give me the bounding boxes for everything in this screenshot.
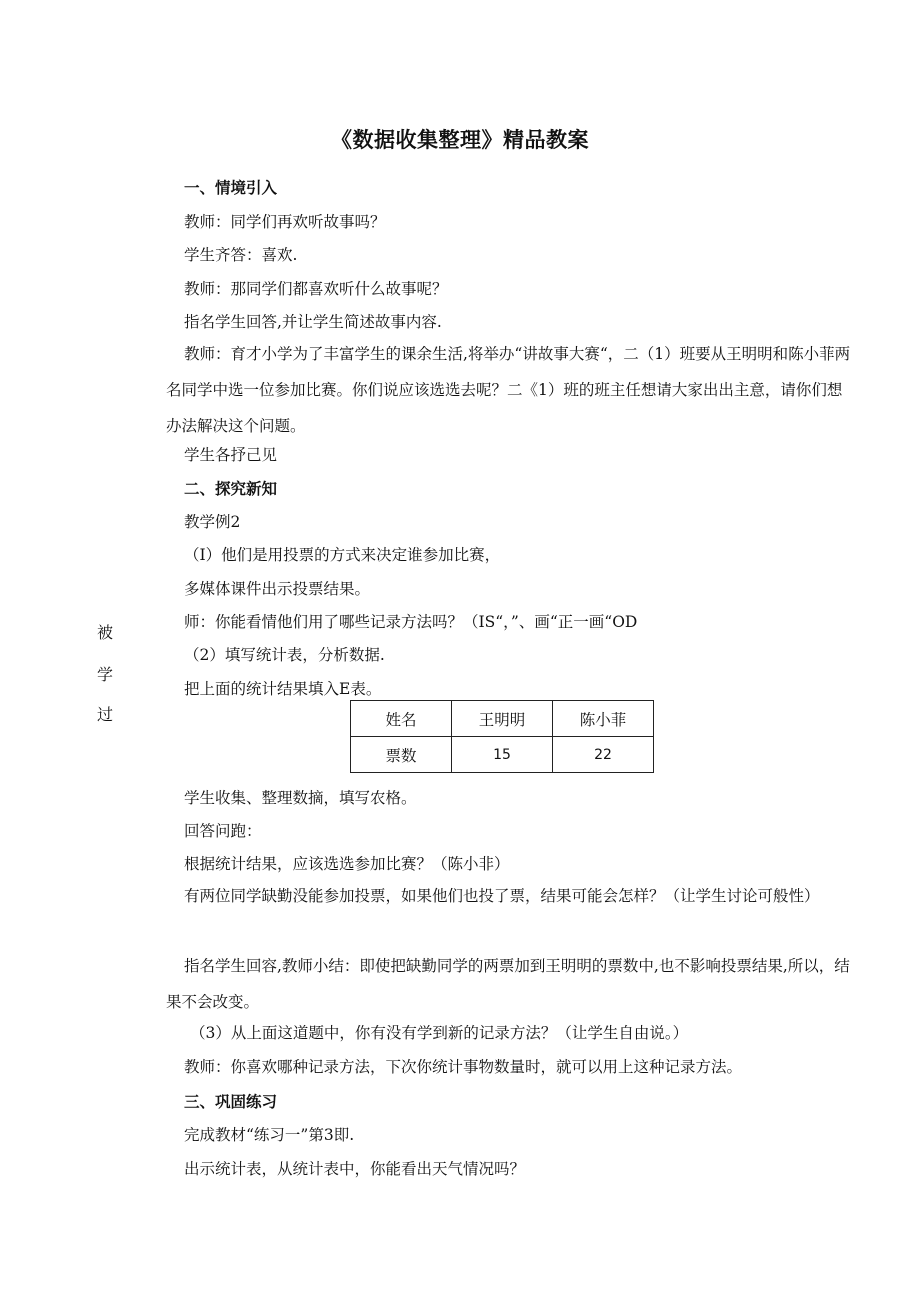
paragraph-story-contest: 教师：育才小学为了丰富学生的课余生活,将举办“讲故事大赛“，二（1）班要从王明明和陈小菲两名同学中选一位参加比赛。你们说应该选选去呢？二《1）班的班主任想请大家出出主意，请你们想办法解决这个问题。 xyxy=(166,345,851,435)
text-line: 学生各抒己见 xyxy=(184,446,278,464)
section-heading-3: 三、巩固练习 xyxy=(184,1093,278,1111)
text-line: 多媒体课件出示投票结果。 xyxy=(184,580,371,598)
table-row xyxy=(351,737,654,773)
table-cell: 王明明 xyxy=(452,701,553,737)
text-line: 指名学生回答,并让学生简述故事内容. xyxy=(184,313,442,331)
text-line: （2）填写统计表，分析数据. xyxy=(184,646,385,664)
margin-note-char: 学 xyxy=(97,665,114,684)
table-cell: 姓名 xyxy=(351,701,452,737)
table-cell: 15 xyxy=(452,737,553,773)
text-line: 学生齐答：喜欢. xyxy=(184,246,298,264)
margin-note-char: 过 xyxy=(97,705,114,724)
text-line: （3）从上面这道题中，你有没有学到新的记录方法？（让学生自由说。） xyxy=(190,1024,689,1042)
text-line: 学生收集、整理数摘，填写农格。 xyxy=(184,789,417,807)
document-title: 《数据收集整理》精品教案 xyxy=(331,128,589,152)
vote-stats-table xyxy=(350,700,654,773)
margin-note-char: 被 xyxy=(97,623,114,642)
text-line: 师：你能看情他们用了哪些记录方法吗？（IS“，”、画“正一画“OD xyxy=(184,613,638,631)
text-line: 教师：那同学们都喜欢听什么故事呢？ xyxy=(184,280,448,298)
text-line: 把上面的统计结果填入E表。 xyxy=(184,680,382,698)
table-cell: 票数 xyxy=(351,737,452,773)
text-line: 教学例2 xyxy=(184,513,241,531)
text-line: 教师：同学们再欢听故事吗？ xyxy=(184,213,386,231)
text-line: 出示统计表，从统计表中，你能看出天气情况吗？ xyxy=(184,1160,526,1178)
text-line: 教师：你喜欢哪种记录方法，下次你统计事物数量时，就可以用上这种记录方法。 xyxy=(184,1058,743,1076)
paragraph-teacher-summary: 指名学生回容,教师小结：即使把缺勤同学的两票加到王明明的票数中,也不影响投票结果,所以，结果不会改变。 xyxy=(166,957,850,1011)
table-cell: 22 xyxy=(553,737,654,773)
table-cell: 陈小菲 xyxy=(553,701,654,737)
table-row xyxy=(351,701,654,737)
section-heading-1: 一、情境引入 xyxy=(184,179,278,197)
text-line: （I）他们是用投票的方式来决定谁参加比赛， xyxy=(184,546,501,564)
text-line: 根据统计结果，应该选选参加比赛？（陈小非） xyxy=(184,855,510,873)
section-heading-2: 二、探究新知 xyxy=(184,480,278,498)
text-line: 完成教材“练习一”第3即. xyxy=(184,1126,355,1144)
text-line: 回答问跑： xyxy=(184,822,262,840)
paragraph-absent-students: 有两位同学缺勤没能参加投票，如果他们也投了票，结果可能会怎样？（让学生讨论可般性） xyxy=(184,887,820,905)
